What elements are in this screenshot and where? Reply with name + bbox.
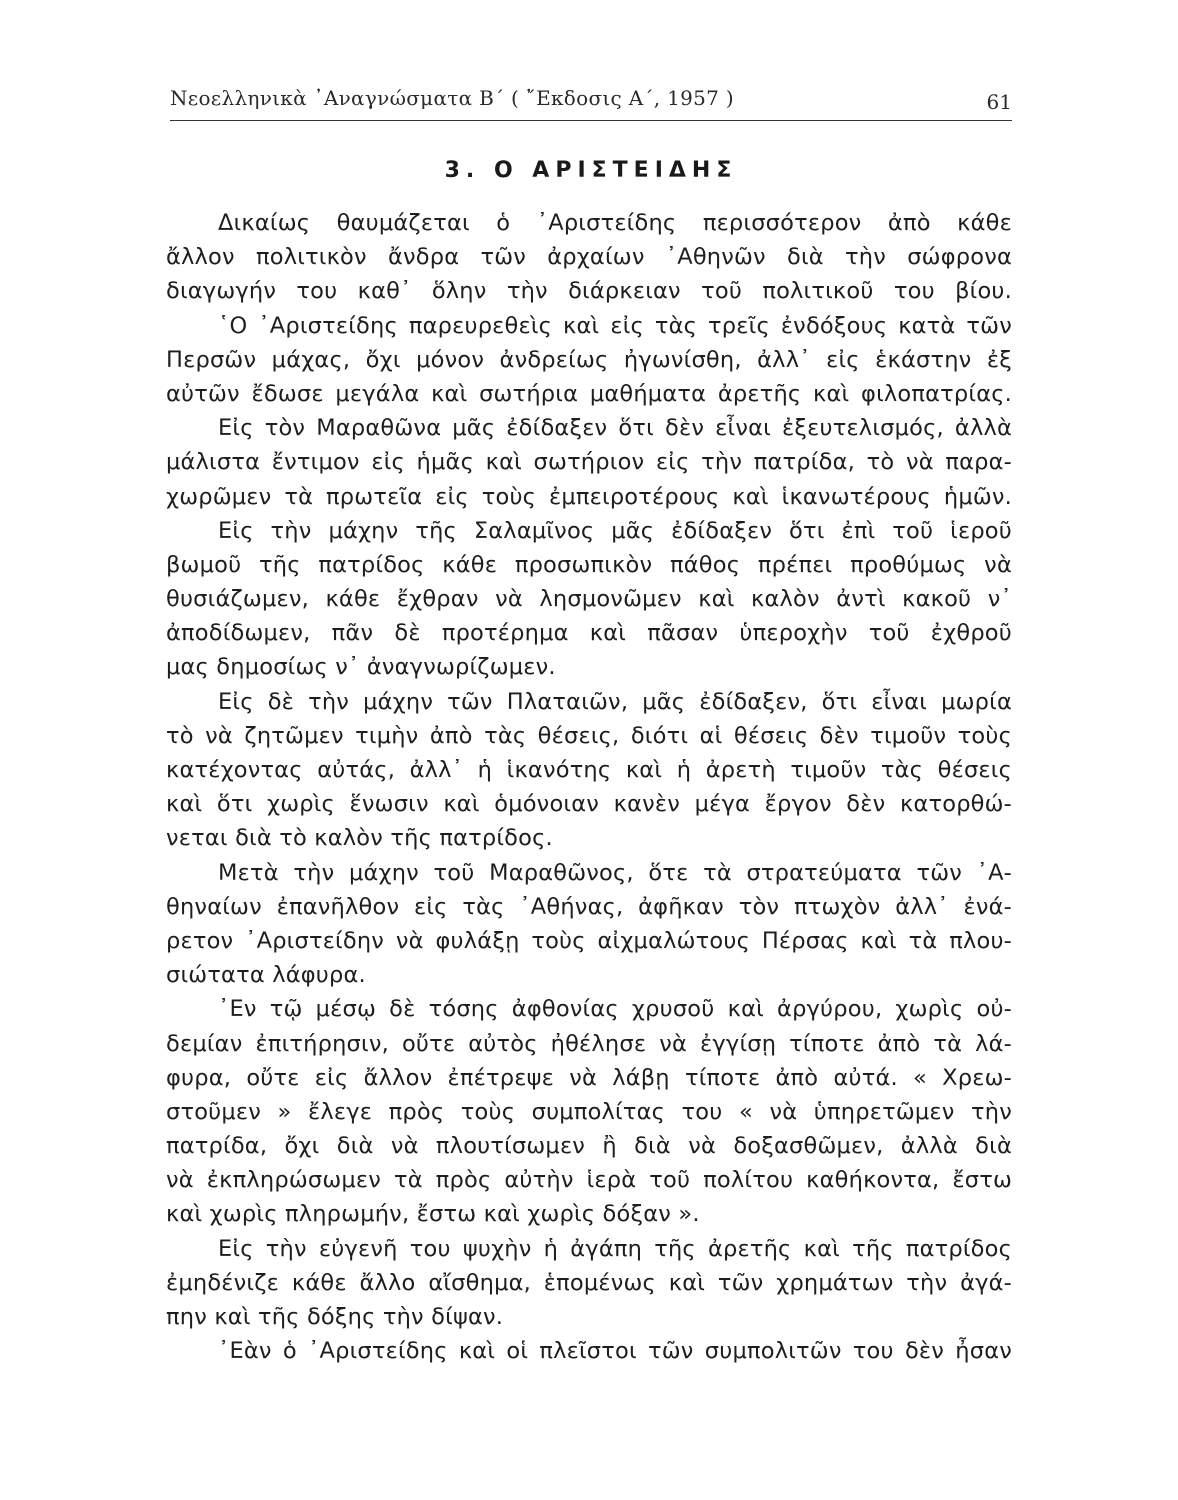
text-line: Εἰς δὲ τὴν μάχην τῶν Πλαταιῶν, μᾶς ἐδίδαξεν, ὅτι εἶναι μωρία [218,688,1012,715]
text-line: Μετὰ τὴν μάχην τοῦ Μαραθῶνος, ὅτε τὰ στρατεύματα τῶν ᾿Α- [218,859,1012,886]
text-line: Εἰς τὸν Μαραθῶνα μᾶς ἐδίδαξεν ὅτι δὲν εἶναι ἐξευτελισμός, ἀλλὰ [218,415,1012,442]
text-line: ῾Ο ᾿Αριστείδης παρευρεθεὶς καὶ εἰς τὰς τρεῖς ἐνδόξους κατὰ τῶν [218,312,1012,339]
text-line: καὶ χωρὶς πληρωμήν, ἔστω καὶ χωρὶς δόξαν ». [166,1201,700,1228]
text-line: νὰ ἐκπληρώσωμεν τὰ πρὸς αὐτὴν ἱερὰ τοῦ πολίτου καθήκοντα, ἔστω [166,1167,1012,1194]
text-line: φυρα, οὔτε εἰς ἄλλον ἐπέτρεψε νὰ λάβῃ τίποτε ἀπὸ αὐτά. « Χρεω- [166,1064,1012,1091]
text-line: σιώτατα λάφυρα. [166,962,366,989]
text-line: ἄλλον πολιτικὸν ἄνδρα τῶν ἀρχαίων ᾿Αθηνῶν διὰ τὴν σώφρονα [166,244,1012,271]
text-line: μας δημοσίως ν᾿ ἀναγνωρίζωμεν. [166,654,556,681]
running-title: Νεοελληνικὰ ᾿Αναγνώσματα Β΄ ( ῎Εκδοσις Α΄, 1957 ) [170,86,734,110]
text-line: δεμίαν ἐπιτήρησιν, οὔτε αὐτὸς ἠθέλησε νὰ ἐγγίσῃ τίποτε ἀπὸ τὰ λά- [166,1030,1012,1057]
text-line: τὸ νὰ ζητῶμεν τιμὴν ἀπὸ τὰς θέσεις, διότι αἱ θέσεις δὲν τιμοῦν τοὺς [166,722,1012,749]
text-line: πατρίδα, ὄχι διὰ νὰ πλουτίσωμεν ἢ διὰ νὰ δοξασθῶμεν, ἀλλὰ διὰ [166,1133,1012,1160]
page-number: 61 [986,90,1012,114]
text-line: καὶ ὅτι χωρὶς ἕνωσιν καὶ ὁμόνοιαν κανὲν μέγα ἔργον δὲν κατορθώ- [166,791,1012,818]
text-line: θυσιάζωμεν, κάθε ἔχθραν νὰ λησμονῶμεν καὶ καλὸν ἀντὶ κακοῦ ν᾿ [166,586,1012,613]
text-line: αὐτῶν ἔδωσε μεγάλα καὶ σωτήρια μαθήματα ἀρετῆς καὶ φιλοπατρίας. [166,380,1012,407]
text-line: κατέχοντας αὐτάς, ἀλλ᾿ ἡ ἱκανότης καὶ ἡ ἀρετὴ τιμοῦν τὰς θέσεις [166,757,1012,783]
text-line: νεται διὰ τὸ καλὸν τῆς πατρίδος. [166,825,553,852]
text-line: διαγωγήν του καθ᾿ ὅλην τὴν διάρκειαν τοῦ πολιτικοῦ του βίου. [166,278,1012,305]
body-text [166,206,1012,1368]
text-line: θηναίων ἐπανῆλθον εἰς τὰς ᾿Αθήνας, ἀφῆκαν τὸν πτωχὸν ἀλλ᾿ ἐνά- [166,893,1012,920]
text-line: Εἰς τὴν μάχην τῆς Σαλαμῖνος μᾶς ἐδίδαξεν ὅτι ἐπὶ τοῦ ἱεροῦ [218,517,1012,544]
text-line: πην καὶ τῆς δόξης τὴν δίψαν. [166,1304,504,1330]
text-line: ἐμηδένιζε κάθε ἄλλο αἴσθημα, ἑπομένως καὶ τῶν χρημάτων τὴν ἀγά- [166,1269,1012,1296]
text-line: στοῦμεν » ἔλεγε πρὸς τοὺς συμπολίτας του « νὰ ὑπηρετῶμεν τὴν [166,1098,1012,1125]
text-line: ᾿Εν τῷ μέσῳ δὲ τόσης ἀφθονίας χρυσοῦ καὶ ἀργύρου, χωρὶς οὐ- [218,996,1012,1023]
text-line: Περσῶν μάχας, ὄχι μόνον ἀνδρείως ἠγωνίσθη, ἀλλ᾿ εἰς ἑκάστην ἐξ [166,346,1012,373]
text-line: Εἰς τὴν εὐγενῆ του ψυχὴν ἡ ἀγάπη τῆς ἀρετῆς καὶ τῆς πατρίδος [218,1235,1012,1262]
running-header [170,82,1012,121]
text-line: μάλιστα ἔντιμον εἰς ἡμᾶς καὶ σωτήριον εἰς τὴν πατρίδα, τὸ νὰ παρα- [166,449,1012,476]
text-line: ρετον ᾿Αριστείδην νὰ φυλάξῃ τοὺς αἰχμαλώτους Πέρσας καὶ τὰ πλου- [166,927,1012,954]
chapter-title: 3. Ο ΑΡΙΣΤΕΙΔΗΣ [444,158,738,183]
text-line: Δικαίως θαυμάζεται ὁ ᾿Αριστείδης περισσότερον ἀπὸ κάθε [218,210,1012,236]
text-line: ἀποδίδωμεν, πᾶν δὲ προτέρημα καὶ πᾶσαν ὑπεροχὴν τοῦ ἐχθροῦ [166,620,1012,647]
text-line: βωμοῦ τῆς πατρίδος κάθε προσωπικὸν πάθος πρέπει προθύμως νὰ [166,551,1012,578]
text-line: ᾿Εὰν ὁ ᾿Αριστείδης καὶ οἱ πλεῖστοι τῶν συμπολιτῶν του δὲν ἦσαν [218,1338,1012,1365]
text-line: χωρῶμεν τὰ πρωτεῖα εἰς τοὺς ἐμπειροτέρους καὶ ἱκανωτέρους ἡμῶν. [166,483,1012,510]
